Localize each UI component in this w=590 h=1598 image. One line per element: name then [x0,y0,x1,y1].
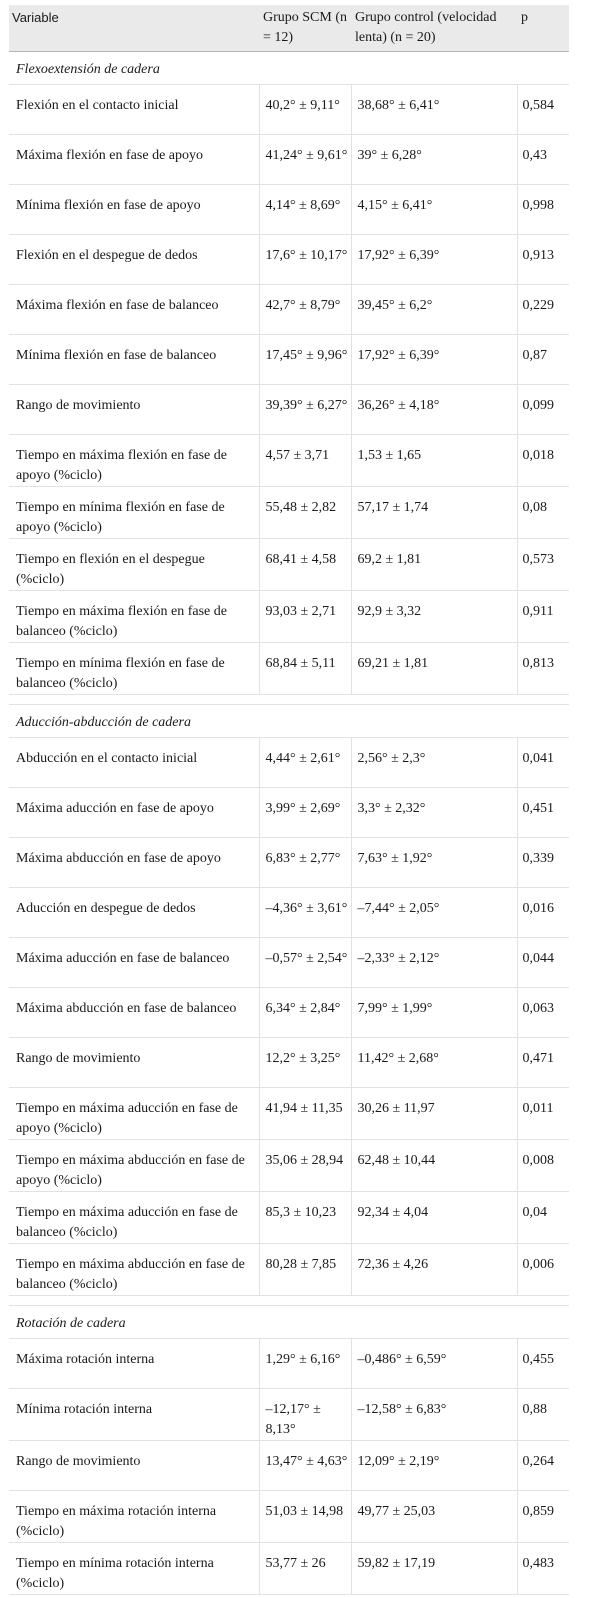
variable-cell: Tiempo en mínima flexión en fase de apoyo (%ciclo) [9,487,259,539]
scm-value-cell: 42,7° ± 8,79° [259,285,351,335]
scm-value-cell: 13,47° ± 4,63° [259,1441,351,1491]
table-row [9,988,569,1038]
scm-value-cell: 1,29° ± 6,16° [259,1339,351,1389]
scm-value-cell: –12,17° ± 8,13° [259,1389,351,1441]
control-value-cell: 11,42° ± 2,68° [351,1038,517,1088]
variable-cell: Tiempo en máxima abducción en fase de balanceo (%ciclo) [9,1244,259,1296]
p-value-cell: 0,063 [517,988,569,1038]
scm-value-cell: 17,45° ± 9,96° [259,335,351,385]
variable-cell: Aducción en despegue de dedos [9,888,259,938]
header-variable: Variable [9,5,259,52]
scm-value-cell: 12,2° ± 3,25° [259,1038,351,1088]
scm-value-cell: 68,41 ± 4,58 [259,539,351,591]
control-value-cell: 4,15° ± 6,41° [351,185,517,235]
table-row [9,1441,569,1491]
variable-cell: Tiempo en máxima flexión en fase de balanceo (%ciclo) [9,591,259,643]
control-value-cell: 62,48 ± 10,44 [351,1140,517,1192]
control-value-cell: 3,3° ± 2,32° [351,788,517,838]
section-title: Flexoextensión de cadera [9,52,569,85]
control-value-cell: –2,33° ± 2,12° [351,938,517,988]
section-title: Aducción-abducción de cadera [9,705,569,738]
p-value-cell: 0,87 [517,335,569,385]
variable-cell: Rango de movimiento [9,1038,259,1088]
table-row [9,1543,569,1595]
control-value-cell: 69,2 ± 1,81 [351,539,517,591]
scm-value-cell: 93,03 ± 2,71 [259,591,351,643]
control-value-cell: –12,58° ± 6,83° [351,1389,517,1441]
scm-value-cell: 17,6° ± 10,17° [259,235,351,285]
scm-value-cell: –4,36° ± 3,61° [259,888,351,938]
variable-cell: Tiempo en mínima flexión en fase de balanceo (%ciclo) [9,643,259,695]
table-row [9,1244,569,1296]
section-header-row [9,705,569,738]
table-row [9,85,569,135]
control-value-cell: 30,26 ± 11,97 [351,1088,517,1140]
p-value-cell: 0,913 [517,235,569,285]
table-row [9,1389,569,1441]
control-value-cell: 7,63° ± 1,92° [351,838,517,888]
p-value-cell: 0,339 [517,838,569,888]
control-value-cell: 39,45° ± 6,2° [351,285,517,335]
control-value-cell: 12,09° ± 2,19° [351,1441,517,1491]
scm-value-cell: 35,06 ± 28,94 [259,1140,351,1192]
section-spacer [9,1296,569,1306]
table-row [9,788,569,838]
table-row [9,435,569,487]
scm-value-cell: 85,3 ± 10,23 [259,1192,351,1244]
header-row [9,5,569,52]
scm-value-cell: 51,03 ± 14,98 [259,1491,351,1543]
scm-value-cell: 40,2° ± 9,11° [259,85,351,135]
variable-cell: Tiempo en máxima abducción en fase de apoyo (%ciclo) [9,1140,259,1192]
control-value-cell: 1,53 ± 1,65 [351,435,517,487]
table-row [9,335,569,385]
table-row [9,539,569,591]
p-value-cell: 0,041 [517,738,569,788]
scm-value-cell: 80,28 ± 7,85 [259,1244,351,1296]
control-value-cell: 92,9 ± 3,32 [351,591,517,643]
p-value-cell: 0,573 [517,539,569,591]
p-value-cell: 0,88 [517,1389,569,1441]
control-value-cell: –7,44° ± 2,05° [351,888,517,938]
variable-cell: Máxima flexión en fase de balanceo [9,285,259,335]
variable-cell: Tiempo en máxima flexión en fase de apoyo (%ciclo) [9,435,259,487]
control-value-cell: 92,34 ± 4,04 [351,1192,517,1244]
variable-cell: Flexión en el despegue de dedos [9,235,259,285]
table-row [9,1140,569,1192]
table-row [9,385,569,435]
table-row [9,1088,569,1140]
control-value-cell: 36,26° ± 4,18° [351,385,517,435]
p-value-cell: 0,998 [517,185,569,235]
section-title: Rotación de cadera [9,1306,569,1339]
table-row [9,838,569,888]
p-value-cell: 0,099 [517,385,569,435]
variable-cell: Mínima flexión en fase de balanceo [9,335,259,385]
table-row [9,1491,569,1543]
p-value-cell: 0,483 [517,1543,569,1595]
p-value-cell: 0,044 [517,938,569,988]
scm-value-cell: 4,44° ± 2,61° [259,738,351,788]
control-value-cell: 17,92° ± 6,39° [351,235,517,285]
table-row [9,235,569,285]
variable-cell: Máxima flexión en fase de apoyo [9,135,259,185]
section-header-row [9,1306,569,1339]
variable-cell: Abducción en el contacto inicial [9,738,259,788]
p-value-cell: 0,911 [517,591,569,643]
variable-cell: Rango de movimiento [9,385,259,435]
p-value-cell: 0,229 [517,285,569,335]
variable-cell: Tiempo en máxima rotación interna (%ciclo) [9,1491,259,1543]
control-value-cell: 69,21 ± 1,81 [351,643,517,695]
control-value-cell: –0,486° ± 6,59° [351,1339,517,1389]
results-table [9,5,569,1595]
table-row [9,1038,569,1088]
variable-cell: Tiempo en máxima aducción en fase de balanceo (%ciclo) [9,1192,259,1244]
p-value-cell: 0,016 [517,888,569,938]
scm-value-cell: –0,57° ± 2,54° [259,938,351,988]
table-row [9,487,569,539]
control-value-cell: 49,77 ± 25,03 [351,1491,517,1543]
scm-value-cell: 3,99° ± 2,69° [259,788,351,838]
variable-cell: Máxima rotación interna [9,1339,259,1389]
variable-cell: Flexión en el contacto inicial [9,85,259,135]
variable-cell: Mínima rotación interna [9,1389,259,1441]
scm-value-cell: 41,94 ± 11,35 [259,1088,351,1140]
scm-value-cell: 6,34° ± 2,84° [259,988,351,1038]
control-value-cell: 72,36 ± 4,26 [351,1244,517,1296]
table-row [9,1339,569,1389]
p-value-cell: 0,04 [517,1192,569,1244]
section-header-row [9,52,569,85]
scm-value-cell: 4,14° ± 8,69° [259,185,351,235]
control-value-cell: 59,82 ± 17,19 [351,1543,517,1595]
scm-value-cell: 41,24° ± 9,61° [259,135,351,185]
p-value-cell: 0,471 [517,1038,569,1088]
variable-cell: Tiempo en mínima rotación interna (%ciclo) [9,1543,259,1595]
p-value-cell: 0,018 [517,435,569,487]
spacer-cell [9,695,569,705]
spacer-cell [9,1296,569,1306]
variable-cell: Máxima abducción en fase de balanceo [9,988,259,1038]
p-value-cell: 0,455 [517,1339,569,1389]
table-row [9,1192,569,1244]
scm-value-cell: 53,77 ± 26 [259,1543,351,1595]
p-value-cell: 0,584 [517,85,569,135]
scm-value-cell: 55,48 ± 2,82 [259,487,351,539]
p-value-cell: 0,451 [517,788,569,838]
table-row [9,135,569,185]
header-p-value: p [517,5,569,52]
scm-value-cell: 6,83° ± 2,77° [259,838,351,888]
variable-cell: Rango de movimiento [9,1441,259,1491]
variable-cell: Máxima aducción en fase de apoyo [9,788,259,838]
variable-cell: Tiempo en máxima aducción en fase de apoyo (%ciclo) [9,1088,259,1140]
table-row [9,738,569,788]
control-value-cell: 2,56° ± 2,3° [351,738,517,788]
p-value-cell: 0,264 [517,1441,569,1491]
p-value-cell: 0,008 [517,1140,569,1192]
variable-cell: Máxima abducción en fase de apoyo [9,838,259,888]
control-value-cell: 39° ± 6,28° [351,135,517,185]
table-header [9,5,569,52]
section-spacer [9,695,569,705]
p-value-cell: 0,813 [517,643,569,695]
table-row [9,591,569,643]
variable-cell: Máxima aducción en fase de balanceo [9,938,259,988]
p-value-cell: 0,43 [517,135,569,185]
control-value-cell: 7,99° ± 1,99° [351,988,517,1038]
p-value-cell: 0,011 [517,1088,569,1140]
p-value-cell: 0,859 [517,1491,569,1543]
table-row [9,888,569,938]
table-row [9,938,569,988]
table-row [9,185,569,235]
header-scm-group: Grupo SCM (n = 12) [259,5,351,52]
control-value-cell: 57,17 ± 1,74 [351,487,517,539]
table-row [9,285,569,335]
p-value-cell: 0,006 [517,1244,569,1296]
scm-value-cell: 68,84 ± 5,11 [259,643,351,695]
control-value-cell: 17,92° ± 6,39° [351,335,517,385]
variable-cell: Tiempo en flexión en el despegue (%ciclo) [9,539,259,591]
header-control-group: Grupo control (velocidad lenta) (n = 20) [351,5,517,52]
variable-cell: Mínima flexión en fase de apoyo [9,185,259,235]
p-value-cell: 0,08 [517,487,569,539]
control-value-cell: 38,68° ± 6,41° [351,85,517,135]
scm-value-cell: 4,57 ± 3,71 [259,435,351,487]
table-body [9,52,569,1595]
table-row [9,643,569,695]
scm-value-cell: 39,39° ± 6,27° [259,385,351,435]
